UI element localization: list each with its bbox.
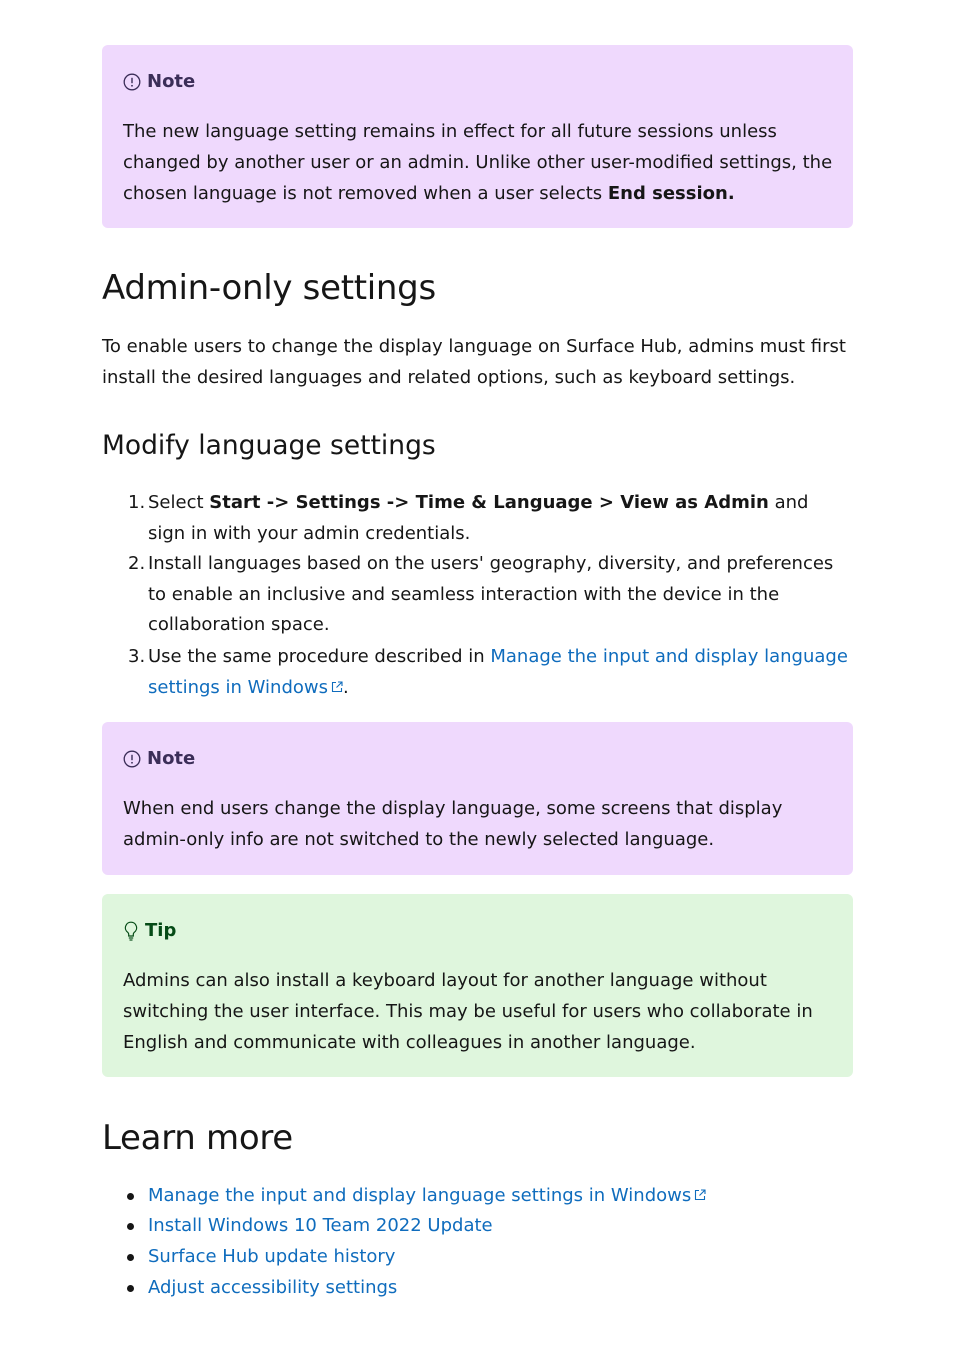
step-text: and sign in with your admin credentials.	[148, 492, 809, 544]
bullet-dot	[127, 1254, 134, 1261]
tip-body: Admins can also install a keyboard layout for another language without switching the user interface. This may be useful for users who collaborate in English and communicate with colleagues in another language.	[123, 970, 813, 1053]
lightbulb-icon	[123, 921, 139, 941]
external-link-icon	[694, 1189, 706, 1201]
link-text: Manage the input and display language settings in Windows	[148, 1185, 692, 1206]
start-label: Start	[209, 492, 261, 513]
note-body: When end users change the display language, some screens that display admin-only info are not switched to the newly selected language.	[123, 798, 783, 850]
learn-more-link-accessibility[interactable]: Adjust accessibility settings	[148, 1277, 398, 1298]
learn-more-heading: Learn more	[102, 1118, 293, 1158]
list-item	[148, 1181, 848, 1212]
settings-label: Settings	[295, 492, 381, 513]
view-as-admin-label: View as Admin	[620, 492, 769, 513]
note-body-text: The new language setting remains in effect for all future sessions unless changed by another user or an admin. Unlike other user-modified settings, the chosen language is not removed when a user selects	[123, 121, 833, 204]
list-item	[148, 1273, 848, 1304]
arrow-separator: ->	[260, 492, 296, 513]
end-session-label: End session.	[607, 183, 735, 204]
bullet-dot	[127, 1285, 134, 1292]
step-text: Install languages based on the users' geography, diversity, and preferences to enable an inclusive and seamless interaction with the device in the collaboration space.	[148, 553, 834, 635]
chevron-separator: >	[592, 492, 621, 513]
tip-callout	[102, 894, 853, 1077]
step-text: .	[342, 676, 349, 698]
note-title-text: Note	[147, 748, 196, 769]
list-item	[148, 1242, 848, 1273]
note-callout	[102, 45, 853, 228]
note-title	[123, 71, 195, 92]
list-item	[128, 488, 848, 549]
list-item	[148, 1211, 848, 1242]
link-text: Manage the input and display language settings in Windows	[148, 646, 848, 698]
step-number: 2.	[128, 553, 146, 574]
note-title-text: Note	[147, 71, 196, 92]
admin-settings-intro: To enable users to change the display language on Surface Hub, admins must first install the desired languages and related options, such as keyboard settings.	[102, 336, 846, 388]
info-icon	[123, 750, 141, 768]
step-number: 3.	[128, 646, 146, 667]
bullet-dot	[127, 1193, 134, 1200]
tip-title	[123, 920, 176, 941]
step-number: 1.	[128, 492, 146, 513]
external-link-icon	[331, 681, 343, 693]
bullet-dot	[127, 1223, 134, 1230]
learn-more-link-language-settings[interactable]	[148, 1185, 706, 1206]
admin-settings-heading: Admin-only settings	[102, 268, 436, 308]
learn-more-link-update-history[interactable]: Surface Hub update history	[148, 1246, 396, 1267]
list-item	[128, 642, 848, 703]
tip-title-text: Tip	[145, 920, 177, 941]
time-language-label: Time & Language	[415, 492, 593, 513]
info-icon	[123, 73, 141, 91]
learn-more-link-install-update[interactable]: Install Windows 10 Team 2022 Update	[148, 1215, 493, 1236]
note-callout	[102, 722, 853, 875]
note-title	[123, 748, 195, 769]
modify-language-heading: Modify language settings	[102, 430, 436, 461]
step-text: Use the same procedure described in	[148, 646, 491, 667]
step-text: Select	[148, 492, 210, 513]
note-body	[123, 116, 835, 209]
list-item	[128, 549, 848, 641]
arrow-separator: ->	[380, 492, 416, 513]
